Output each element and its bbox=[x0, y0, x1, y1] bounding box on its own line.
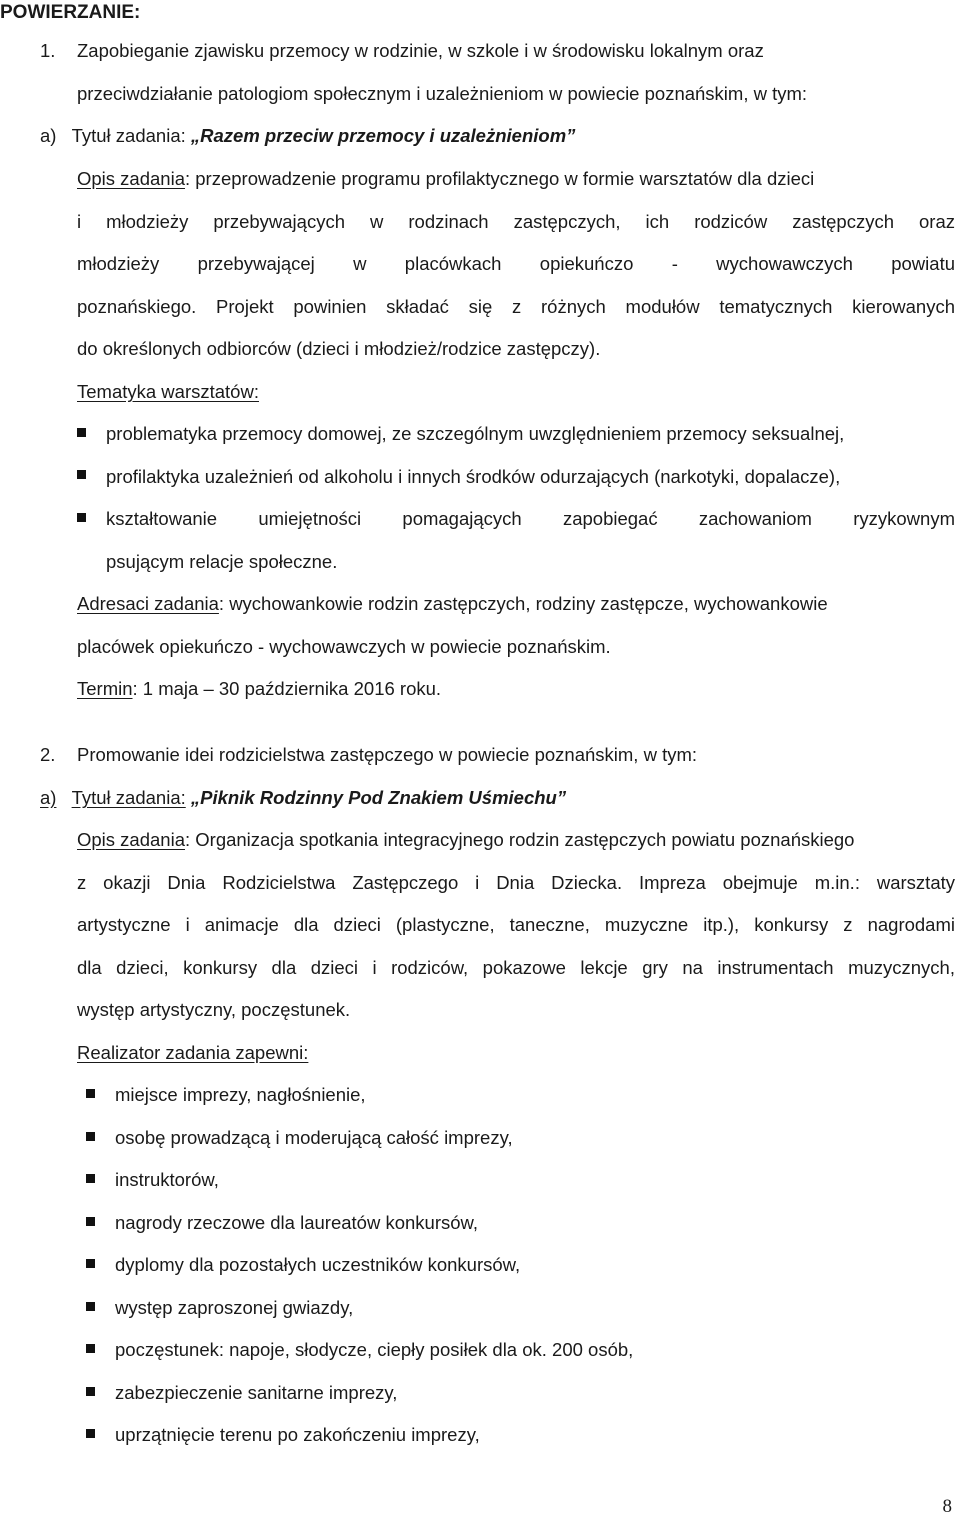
section-2-realizator-item-5: dyplomy dla pozostałych uczestników konkursów, bbox=[115, 1254, 521, 1275]
bullet-square-icon bbox=[86, 1217, 95, 1226]
section-1-adresaci-line-1 bbox=[77, 591, 828, 617]
section-2-task-name: „Piknik Rodzinny Pod Znakiem Uśmiechu” bbox=[190, 787, 567, 808]
section-1-opis-line-3: młodzieży przebywającej w placówkach opiekuńczo - wychowawczych powiatu bbox=[77, 253, 955, 274]
section-2-realizator-label: Realizator zadania zapewni: bbox=[77, 1042, 309, 1063]
bullet-square-icon bbox=[86, 1089, 95, 1098]
section-2-opis-label: Opis zadania bbox=[77, 829, 185, 850]
section-2-realizator-item-1: miejsce imprezy, nagłośnienie, bbox=[115, 1084, 366, 1105]
section-2-heading: Promowanie idei rodzicielstwa zastępczego w powiecie poznańskim, w tym: bbox=[77, 744, 698, 765]
bullet-square-icon bbox=[86, 1132, 95, 1141]
section-1-heading-text-1: Zapobieganie zjawisku przemocy w rodzinie, w szkole i w środowisku lokalnym oraz bbox=[77, 40, 764, 61]
section-2-opis-line-3: artystyczne i animacje dla dzieci (plastyczne, taneczne, muzyczne itp.), konkursy z nagrodami bbox=[77, 914, 955, 935]
section-1-termin-value: : 1 maja – 30 października 2016 roku. bbox=[132, 678, 442, 699]
section-1-adresaci-line-2: placówek opiekuńczo - wychowawczych w powiecie poznańskim. bbox=[77, 636, 611, 657]
section-1-opis-line-4: poznańskiego. Projekt powinien składać się z różnych modułów tematycznych kierowanych bbox=[77, 296, 955, 317]
section-2-number: 2. bbox=[40, 744, 56, 765]
section-2-opis-text-1: : Organizacja spotkania integracyjnego rodzin zastępczych powiatu poznańskiego bbox=[184, 829, 855, 850]
section-2-realizator-item-9: uprzątnięcie terenu po zakończeniu imprezy, bbox=[115, 1424, 480, 1445]
section-2-realizator-item-3: instruktorów, bbox=[115, 1169, 219, 1190]
bullet-square-icon bbox=[86, 1387, 95, 1396]
section-2-realizator-item-7: poczęstunek: napoje, słodycze, ciepły posiłek dla ok. 200 osób, bbox=[115, 1339, 634, 1360]
section-2-task-letter: a) bbox=[40, 787, 57, 808]
bullet-square-icon bbox=[77, 513, 86, 522]
section-1-opis-line-1 bbox=[77, 166, 814, 192]
section-2-opis-line-1 bbox=[77, 827, 854, 853]
section-2-realizator-item-8: zabezpieczenie sanitarne imprezy, bbox=[115, 1382, 398, 1403]
bullet-square-icon bbox=[77, 470, 86, 479]
section-1-task-title bbox=[40, 123, 575, 149]
section-2-realizator-item-2: osobę prowadzącą i moderującą całość imprezy, bbox=[115, 1127, 513, 1148]
section-1-tematyka-item-2: profilaktyka uzależnień od alkoholu i innych środków odurzających (narkotyki, dopalacze), bbox=[106, 466, 841, 487]
section-1-tematyka-item-3: kształtowanie umiejętności pomagających zapobiegać zachowaniom ryzykownym bbox=[106, 508, 955, 529]
bullet-square-icon bbox=[86, 1174, 95, 1183]
section-1-termin bbox=[77, 676, 441, 702]
section-2-task-title bbox=[40, 785, 566, 811]
section-1-termin-label: Termin bbox=[77, 678, 133, 699]
section-1-heading-line-1 bbox=[77, 38, 955, 64]
section-2-opis-line-4: dla dzieci, konkursy dla dzieci i rodziców, pokazowe lekcje gry na instrumentach muzycznych, bbox=[77, 957, 955, 978]
section-1-task-name: „Razem przeciw przemocy i uzależnieniom” bbox=[190, 125, 576, 146]
section-1-number: 1. bbox=[40, 40, 56, 61]
section-1-opis-text-1: : przeprowadzenie programu profilaktycznego w formie warsztatów dla dzieci bbox=[184, 168, 815, 189]
bullet-square-icon bbox=[77, 428, 86, 437]
section-1-adresaci-label: Adresaci zadania bbox=[77, 593, 219, 614]
section-2-task-label: Tytuł zadania: bbox=[71, 787, 186, 808]
section-2-opis-line-5: występ artystyczny, poczęstunek. bbox=[77, 999, 351, 1020]
section-1-adresaci-text-1: : wychowankowie rodzin zastępczych, rodziny zastępcze, wychowankowie bbox=[218, 593, 828, 614]
section-1-tematyka-item-3-cont: psującym relacje społeczne. bbox=[106, 551, 338, 572]
section-1-heading-line-2: przeciwdziałanie patologiom społecznym i uzależnieniom w powiecie poznańskim, w tym: bbox=[77, 83, 808, 104]
section-1-opis-label: Opis zadania bbox=[77, 168, 185, 189]
section-1-opis-line-5: do określonych odbiorców (dzieci i młodzież/rodzice zastępczy). bbox=[77, 338, 601, 359]
section-2-realizator-item-6: występ zaproszonej gwiazdy, bbox=[115, 1297, 354, 1318]
section-1-task-letter: a) bbox=[40, 125, 57, 146]
section-1-tematyka-item-1: problematyka przemocy domowej, ze szczególnym uwzględnieniem przemocy seksualnej, bbox=[106, 423, 845, 444]
section-1-opis-line-2: i młodzieży przebywających w rodzinach zastępczych, ich rodziców zastępczych oraz bbox=[77, 211, 955, 232]
section-1-task-label: Tytuł zadania: bbox=[71, 125, 186, 146]
bullet-square-icon bbox=[86, 1259, 95, 1268]
bullet-square-icon bbox=[86, 1344, 95, 1353]
section-2-opis-line-2: z okazji Dnia Rodzicielstwa Zastępczego i Dnia Dziecka. Impreza obejmuje m.in.: warsztaty bbox=[77, 872, 955, 893]
page-number: 8 bbox=[942, 1496, 952, 1517]
bullet-square-icon bbox=[86, 1429, 95, 1438]
bullet-square-icon bbox=[86, 1302, 95, 1311]
section-header: POWIERZANIE: bbox=[0, 2, 141, 23]
section-1-tematyka-label: Tematyka warsztatów: bbox=[77, 381, 259, 402]
section-2-realizator-item-4: nagrody rzeczowe dla laureatów konkursów, bbox=[115, 1212, 478, 1233]
